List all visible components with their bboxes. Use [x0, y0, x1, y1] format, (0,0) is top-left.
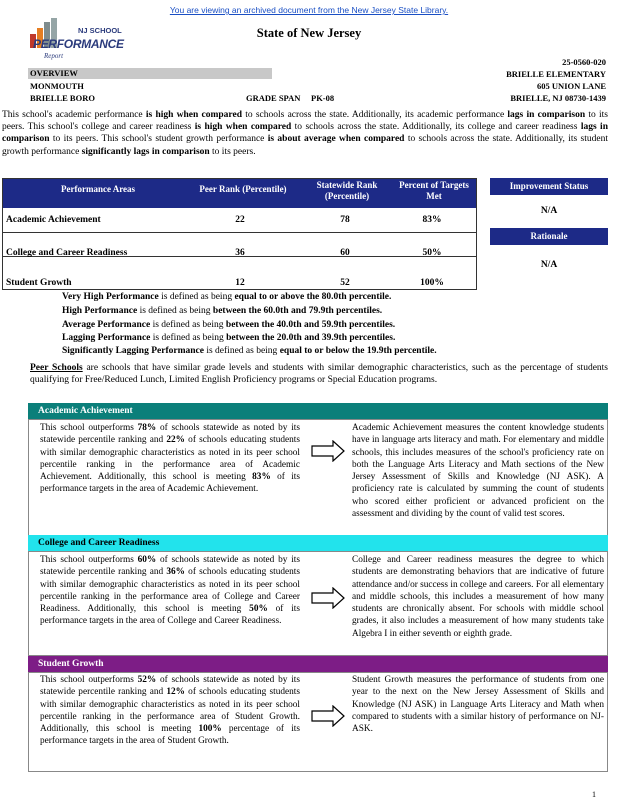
row-state-growth: 52: [340, 278, 350, 288]
grade-span-label: GRADE SPAN: [246, 93, 301, 103]
overview-label: OVERVIEW: [30, 68, 78, 78]
county-label: MONMOUTH: [30, 81, 84, 91]
row-peer-academic: 22: [235, 215, 245, 225]
row-targets-growth: 100%: [420, 278, 444, 288]
arrow-right-icon: [311, 440, 345, 462]
section-description-ccr: College and Career readiness measures the degree to which students are demonstrating behaviors that are indicative of future attendance and/or success in college and careers. For all elementary and middle schools, this includes a measurement of how many students are chronically absent. For schools with middle school grades, it also includes a measurement of how many students take Algebra I in either seventh or eighth grade.: [352, 555, 604, 639]
row-area-academic: Academic Achievement: [6, 215, 101, 225]
logo-line2: PERFORMANCE: [33, 37, 124, 51]
page-title: State of New Jersey: [256, 26, 362, 40]
rationale-value: N/A: [540, 260, 558, 270]
school-name: BRIELLE ELEMENTARY: [506, 69, 606, 79]
school-city: BRIELLE, NJ 08730-1439: [510, 93, 606, 103]
summary-paragraph: This school's academic performance is high when compared to schools across the state. Additionally, its academic performance lags in comparison to its peers. This school's college and career readiness is high when compared to schools across the state. Additionally, its college and career readiness lags in comparison to its peers. This school's student growth performance is about average when compared to schools across the state. Additionally, its student growth performance significantly lags in comparison to its peers.: [2, 110, 608, 157]
col-header-peer: Peer Rank (Percentile): [199, 184, 287, 194]
arrow-right-icon: [311, 705, 345, 727]
definition-average: Average Performance is defined as being between the 40.0th and 59.9th percentiles.: [62, 320, 396, 330]
section-description-academic: Academic Achievement measures the content knowledge students have in language arts literacy and math. For elementary and middle schools, this includes measures of the school's proficiency rate on both the Language Arts Literacy and Math sections of the New Jersey Assessment of Skills and Knowledge (NJ ASK). A proficiency rate is calculated by summing the count of students who scored either proficient or advanced proficient on the assessment and dividing by the count of valid test scores.: [352, 423, 604, 520]
row-peer-growth: 12: [235, 278, 245, 288]
section-summary-ccr: This school outperforms 60% of schools statewide as noted by its statewide percentile ranking and 36% of schools educating students with similar demographic characteristics as noted in its peer school percentile ranking in the performance area of College and Career Readiness. Additionally, this school is meeting 50% of its performance targets in the area of College and Career Readiness.: [40, 555, 300, 627]
district-label: BRIELLE BORO: [30, 93, 95, 103]
row-state-academic: 78: [340, 215, 350, 225]
row-targets-academic: 83%: [422, 215, 442, 225]
section-header-ccr: College and Career Readiness: [28, 535, 608, 551]
section-description-growth: Student Growth measures the performance of students from one year to the next on the New Jersey Assessment of Skills and Knowledge (NJ ASK) in Language Arts Literacy and Math when compared to students with a similar history of performance on NJ-ASK.: [352, 675, 604, 735]
definition-lagging: Lagging Performance is defined as being between the 20.0th and 39.9th percentiles.: [62, 333, 396, 343]
definition-significantly-lagging: Significantly Lagging Performance is defined as being equal to or below the 19.9th percentile.: [62, 346, 437, 356]
row-targets-ccr: 50%: [422, 248, 442, 258]
arrow-right-icon: [311, 587, 345, 609]
row-peer-ccr: 36: [235, 248, 245, 258]
page-number: 1: [592, 790, 596, 799]
col-header-targets: Percent of Targets Met: [399, 180, 469, 201]
definition-very-high: Very High Performance is defined as being equal to or above the 80.0th percentile.: [62, 292, 392, 302]
improvement-status-value: N/A: [540, 206, 558, 216]
row-area-ccr: College and Career Readiness: [6, 248, 128, 258]
nj-school-performance-logo: [28, 18, 123, 64]
col-header-area: Performance Areas: [60, 184, 136, 194]
school-address: 605 UNION LANE: [537, 81, 606, 91]
school-code: 25-0560-020: [562, 57, 606, 67]
archive-banner-link[interactable]: You are viewing an archived document from the New Jersey State Library.: [169, 5, 449, 15]
section-summary-growth: This school outperforms 52% of schools statewide as noted by its statewide percentile ranking and 12% of schools educating students with similar demographic characteristics as noted in its peer school percentile ranking in the performance area of Student Growth. Additionally, this school is meeting 100% percentage of its performance targets in the area of Student Growth.: [40, 675, 300, 747]
row-area-growth: Student Growth: [6, 278, 72, 288]
definition-high: High Performance is defined as being between the 60.0th and 79.9th percentiles.: [62, 306, 383, 316]
rationale-header: Rationale: [490, 228, 608, 245]
grade-span-value: PK-08: [311, 93, 335, 103]
col-header-state: Statewide Rank (Percentile): [316, 180, 378, 201]
row-state-ccr: 60: [340, 248, 350, 258]
section-summary-academic: This school outperforms 78% of schools statewide as noted by its statewide percentile ranking and 22% of schools educating students with similar demographic characteristics as noted in its peer school percentile ranking in the performance area of Academic Achievement. Additionally, this school is meeting 83% of its performance targets in the area of Academic Achievement.: [40, 423, 300, 495]
logo-line3: Report: [44, 52, 64, 60]
logo-line1: NJ SCHOOL: [78, 26, 122, 35]
section-header-academic: Academic Achievement: [28, 403, 608, 419]
improvement-status-header: Improvement Status: [490, 178, 608, 195]
peer-schools-paragraph: Peer Schools are schools that have similar grade levels and students with similar demographic characteristics, such as the percentage of students qualifying for Free/Reduced Lunch, Limited English Proficiency programs or Special Education programs.: [30, 363, 608, 385]
section-header-growth: Student Growth: [28, 656, 608, 672]
table-row: [2, 256, 476, 280]
